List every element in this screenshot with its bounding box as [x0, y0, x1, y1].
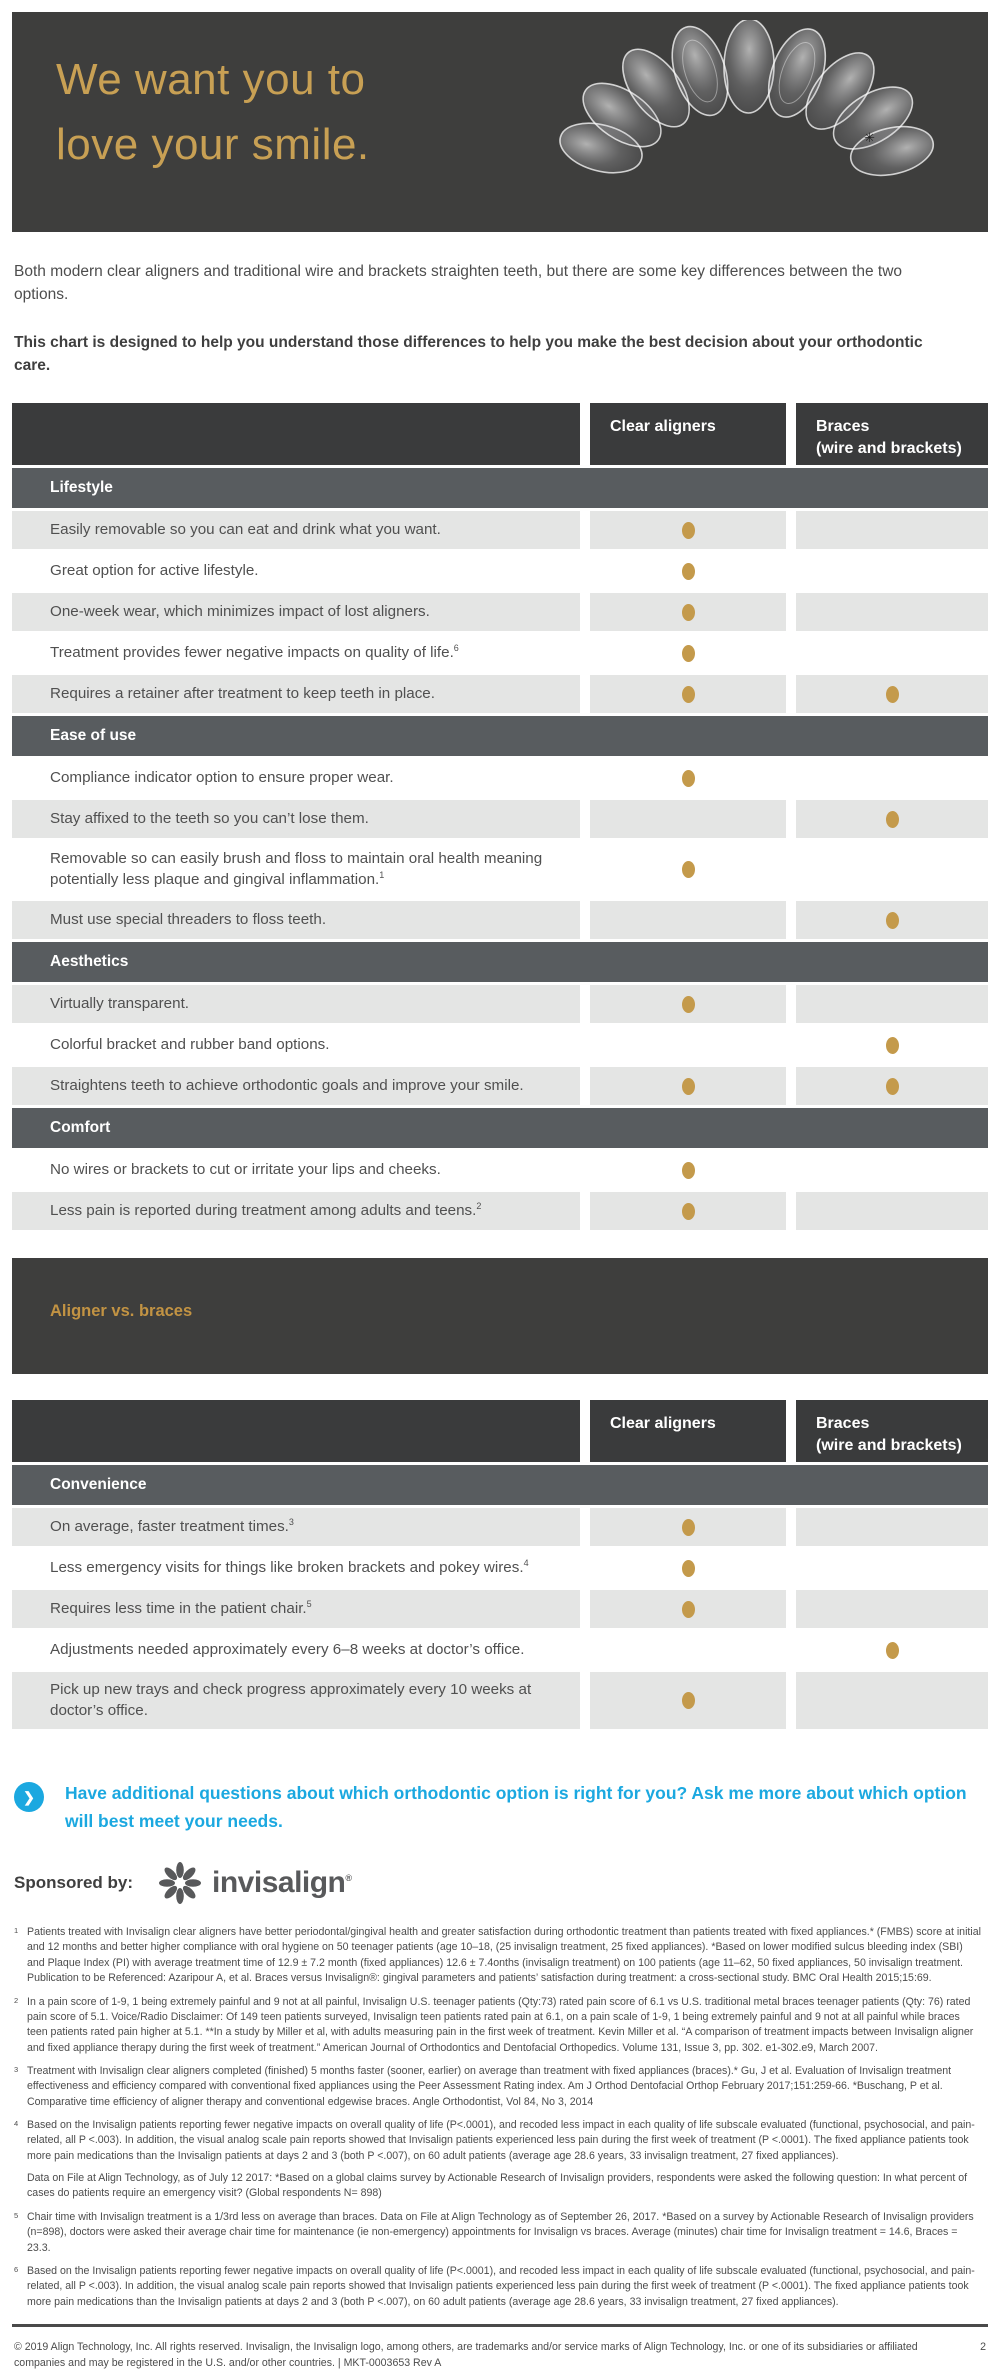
gold-dot — [886, 912, 899, 929]
footnote-number: 1 — [14, 1926, 19, 1936]
footnote-text: Chair time with Invisalign treatment is a 1/3rd less on average than braces. Data on File at Align Technology as of September 26, 2017. *Based on a survey by Actionable Research of Invisalign providers (n=898), doctors were asked their average chair time for maintenance (ie non-emergency) appointments for Invisalign vs braces. Average (minutes) chair time for Invisalign treatment = 14.6, Braces = 23.3. — [27, 2210, 974, 2254]
footnote-number: 2 — [14, 1995, 19, 2005]
questions-callout — [14, 1779, 988, 1835]
chevron-right-icon: ❯ — [14, 1782, 44, 1812]
row-label: One-week wear, which minimizes impact of lost aligners. — [12, 593, 580, 631]
table-row — [12, 759, 988, 797]
row-label: Virtually transparent. — [12, 985, 580, 1023]
gold-dot — [682, 1162, 695, 1179]
gold-dot — [682, 1519, 695, 1536]
table-row — [12, 675, 988, 713]
section-header: Lifestyle — [12, 468, 988, 508]
section-header: Convenience — [12, 1465, 988, 1505]
cell-clear — [590, 552, 786, 590]
footer — [12, 2327, 988, 2369]
cell-clear — [590, 759, 786, 797]
gold-dot — [682, 1692, 695, 1709]
row-label: Great option for active lifestyle. — [12, 552, 580, 590]
column-header-braces: Braces (wire and brackets) — [796, 403, 988, 465]
cell-braces — [796, 1508, 988, 1546]
table-row — [12, 1192, 988, 1230]
table-row — [12, 1508, 988, 1546]
footnote-number: 3 — [14, 2064, 19, 2074]
page-title-line2: love your smile. — [56, 119, 370, 169]
cell-braces — [796, 552, 988, 590]
cell-braces — [796, 1631, 988, 1669]
sponsor-row — [14, 1855, 988, 1911]
gold-dot — [886, 1642, 899, 1659]
cell-braces — [796, 593, 988, 631]
table-row — [12, 1067, 988, 1105]
page-title — [56, 48, 370, 177]
row-label: Treatment provides fewer negative impacts on quality of life.$^6$ — [12, 634, 580, 672]
table-header-row — [12, 1400, 988, 1462]
cell-braces — [796, 634, 988, 672]
callout-text: Have additional questions about which orthodontic option is right for you? Ask me more about which option will best meet your needs. — [65, 1783, 967, 1832]
table-header-row — [12, 403, 988, 465]
copyright-text: © 2019 Align Technology, Inc. All rights reserved. Invisalign, the Invisalign logo, among others, are trademarks and/or service marks of Align Technology, Inc. or one of its subsidiaries or affiliated companies and may be registered in the U.S. and/or other countries. | MKT-0003653 Rev A — [14, 2340, 918, 2369]
sponsored-by-label: Sponsored by: — [14, 1873, 134, 1893]
footnote-text: In a pain score of 1-9, 1 being extremely painful and 9 not at all painful, Invisalign U.S. teenager patients (Qty:73) rated pain score of 6.1 vs U.S. traditional metal braces teenager patients (Qty: 76) rated pain score of 5.1. Voice/Radio Disclaimer: Of 149 teen patients surveyed, Invisalign teen patients rated pain at 6.1, on a pain scale of 1-9, 1 being extremely painful and 9 not at all painful while braces teen patients rated pain higher at 5.1. **In a study by Miller et al, with adults measuring pain in the first week of treatment. Kevin Miller et al. “A comparison of treatment impacts between Invisalign aligner and fixed appliance therapy during the first week of treatment.” American Journal of Orthodontics and Dentofacial Orthopedics. Volume 131, Issue 3, pp. 302. e1-302.e9, March 2007. — [27, 1995, 974, 2054]
row-label: Colorful bracket and rubber band options. — [12, 1026, 580, 1064]
intro-paragraph: Both modern clear aligners and traditional wire and brackets straighten teeth, but there are some key differences between the two options. — [14, 263, 903, 304]
footnote-marker: 4 — [523, 1557, 529, 1568]
table-row — [12, 552, 988, 590]
row-label: On average, faster treatment times.$^3$ — [12, 1508, 580, 1546]
cell-clear — [590, 1549, 786, 1587]
row-label: Requires less time in the patient chair.$^5$ — [12, 1590, 580, 1628]
gold-dot — [682, 1078, 695, 1095]
cell-clear — [590, 985, 786, 1023]
cell-braces — [796, 1067, 988, 1105]
cell-braces — [796, 759, 988, 797]
table-row — [12, 511, 988, 549]
cell-clear — [590, 593, 786, 631]
cell-clear — [590, 675, 786, 713]
gold-dot — [682, 861, 695, 878]
gold-dot — [886, 686, 899, 703]
section-header: Aesthetics — [12, 942, 988, 982]
cell-braces — [796, 800, 988, 838]
footnote — [14, 2064, 982, 2110]
footnote — [14, 1995, 982, 2056]
table-row — [12, 841, 988, 898]
cell-clear — [590, 800, 786, 838]
cell-braces — [796, 901, 988, 939]
gold-dot — [886, 1037, 899, 1054]
footnote-number: 6 — [14, 2264, 19, 2274]
footnote — [14, 2264, 982, 2310]
footnote-text: Patients treated with Invisalign clear aligners have better periodontal/gingival health and greater satisfaction during orthodontic treatment than patients treated with fixed appliances.* (FMBS) score at initial and 12 months and better higher compliance with oral hygiene on 50 teenager patients (age 10–18, (25 invisalign treatment, 25 fixed appliances). *Based on lower modified sulcus bleeding index (SBI) and Plaque Index (PI) with average treatment time of 12.9 ± 7.2 month (fixed appliances) 12.6 ± 7.4onths (invisalign treatment) on 100 patients (age 11–62, 50 fixed appliances, 50 invisalign treatment. Publication to be Referenced: Azaripour A, et al. Braces versus Invisalign®: gingival parameters and patients’ satisfaction during treatment: a cross-sectional study. BMC Oral Health 2015;15:69. — [27, 1926, 981, 1985]
footnote-number: 5 — [14, 2210, 19, 2220]
cell-clear — [590, 1067, 786, 1105]
gold-dot — [886, 1078, 899, 1095]
row-label: Compliance indicator option to ensure proper wear. — [12, 759, 580, 797]
column-header-empty — [12, 403, 580, 465]
footnote — [14, 2210, 982, 2256]
footnote-marker: 3 — [288, 1516, 294, 1527]
cell-braces — [796, 1151, 988, 1189]
cell-clear — [590, 901, 786, 939]
table-row — [12, 593, 988, 631]
row-label: Stay affixed to the teeth so you can’t lose them. — [12, 800, 580, 838]
gold-dot — [682, 1203, 695, 1220]
column-header-clear-aligners: Clear aligners — [590, 403, 786, 465]
cell-clear — [590, 511, 786, 549]
gold-dot — [682, 686, 695, 703]
footnotes — [14, 1925, 982, 2310]
table-row — [12, 1151, 988, 1189]
banner-title: Aligner vs. braces — [50, 1302, 193, 1321]
trademark-symbol: ® — [345, 1873, 352, 1884]
gold-dot — [682, 996, 695, 1013]
cell-braces — [796, 511, 988, 549]
cell-clear — [590, 1151, 786, 1189]
cell-clear — [590, 841, 786, 898]
footnote — [14, 1925, 982, 1986]
cell-braces — [796, 1672, 988, 1729]
clear-aligner-photo — [546, 20, 946, 225]
invisalign-starburst-icon — [157, 1860, 203, 1906]
footnote-marker: 1 — [379, 869, 385, 880]
row-label: Easily removable so you can eat and drink what you want. — [12, 511, 580, 549]
cell-braces — [796, 1026, 988, 1064]
table-row — [12, 1631, 988, 1669]
compliance-indicator-dot: ✳ — [864, 130, 875, 145]
table-row — [12, 1672, 988, 1729]
column-header-clear-aligners: Clear aligners — [590, 1400, 786, 1462]
cell-braces — [796, 1549, 988, 1587]
section-header: Ease of use — [12, 716, 988, 756]
column-header-empty — [12, 1400, 580, 1462]
table-row — [12, 1590, 988, 1628]
gold-dot — [682, 770, 695, 787]
page-number: 2 — [980, 2340, 986, 2353]
row-label: Less pain is reported during treatment among adults and teens.$^2$ — [12, 1192, 580, 1230]
row-label: Adjustments needed approximately every 6–8 weeks at doctor’s office. — [12, 1631, 580, 1669]
gold-dot — [682, 1560, 695, 1577]
intro-bold-paragraph: This chart is designed to help you understand those differences to help you make the best decision about your orthodontic care. — [14, 333, 923, 374]
comparison-table-1 — [12, 403, 988, 1230]
page-title-line1: We want you to — [56, 55, 366, 104]
footnote-text: Treatment with Invisalign clear aligners completed (finished) 5 months faster (sooner, earlier) on average than treatment with fixed appliances (braces).* Gu, J et al. Evaluation of Invisalign treatment effectiveness and efficiency compared with conventional fixed appliances using the Peer Assessment Rating index. Am J Orthod Dentofacial Orthop February 2017;151:259-66. *Buschang, P et al. Comparative time efficiency of aligner therapy and conventional edgewise braces. Angle Orthodontist, Vol 84, No 3, 2014 — [27, 2064, 952, 2108]
footnote-text: Based on the Invisalign patients reporting fewer negative impacts on overall quality of life (P<.0001), and recoded less impact in each quality of life subscale evaluated (functional, psychosocial, and pain-related, all P <.003). In addition, the visual analog scale pain reports showed that Invisalign patients experienced less pain during the first week of treatment (P <.0001). The fixed appliance patients took more pain medications than the Invisalign patients at days 2 and 3 (both P <.007), on 60 adult patients (average age 28.6 years, 33 invisalign treatment, 27 fixed appliances). — [27, 2264, 975, 2308]
row-label: Pick up new trays and check progress approximately every 10 weeks at doctor’s office. — [12, 1672, 580, 1729]
invisalign-logo — [157, 1860, 352, 1906]
table-row — [12, 634, 988, 672]
table-row — [12, 1026, 988, 1064]
row-label: Removable so can easily brush and floss to maintain oral health meaning potentially less plaque and gingival inflammation.$^1$ — [12, 841, 580, 898]
row-label: No wires or brackets to cut or irritate your lips and cheeks. — [12, 1151, 580, 1189]
footnote-text: Based on the Invisalign patients reporting fewer negative impacts on overall quality of life (P<.0001), and recoded less impact in each quality of life subscale evaluated (functional, psychosocial, and pain-related, all P <.003). In addition, the visual analog scale pain reports showed that Invisalign patients experienced less pain during the first week of treatment (P <.0001). The fixed appliance patients took more pain medications than the Invisalign patients at days 2 and 3 (both P <.007), on 60 adult patients (average age 28.6 years, 33 invisalign treatment, 27 fixed appliances). Data on File at Align Technology, as of July 12 2017: *Based on a global claims survey by Actionable Research of Invisalign providers, respondents were asked the following question: In what percent of cases do patients require an emergency visit? (Global respondents N= 898) — [27, 2119, 975, 2200]
row-label: Less emergency visits for things like broken brackets and pokey wires.$^4$ — [12, 1549, 580, 1587]
cell-braces — [796, 1590, 988, 1628]
cell-braces — [796, 985, 988, 1023]
table-row — [12, 1549, 988, 1587]
footnote-marker: 6 — [453, 642, 459, 653]
cell-braces — [796, 841, 988, 898]
gold-dot — [682, 645, 695, 662]
footnote — [14, 2118, 982, 2202]
column-header-braces: Braces (wire and brackets) — [796, 1400, 988, 1462]
footnote-number: 4 — [14, 2119, 19, 2129]
gold-dot — [682, 522, 695, 539]
section-header: Comfort — [12, 1108, 988, 1148]
cell-braces — [796, 1192, 988, 1230]
cell-braces — [796, 675, 988, 713]
table-row — [12, 901, 988, 939]
table-row — [12, 800, 988, 838]
cell-clear — [590, 1508, 786, 1546]
cell-clear — [590, 634, 786, 672]
table-row — [12, 985, 988, 1023]
hero-banner — [12, 12, 988, 232]
gold-dot — [682, 1601, 695, 1618]
row-label: Straightens teeth to achieve orthodontic goals and improve your smile. — [12, 1067, 580, 1105]
cell-clear — [590, 1631, 786, 1669]
gold-dot — [682, 563, 695, 580]
gold-dot — [682, 604, 695, 621]
cell-clear — [590, 1590, 786, 1628]
footnote-marker: 5 — [306, 1598, 312, 1609]
cell-clear — [590, 1192, 786, 1230]
gold-dot — [886, 811, 899, 828]
row-label: Must use special threaders to floss teeth. — [12, 901, 580, 939]
aligner-vs-braces-banner — [12, 1258, 988, 1374]
comparison-table-2 — [12, 1400, 988, 1729]
row-label: Requires a retainer after treatment to keep teeth in place. — [12, 675, 580, 713]
invisalign-wordmark: invisalign® — [212, 1866, 352, 1900]
footnote-marker: 2 — [476, 1200, 482, 1211]
cell-clear — [590, 1026, 786, 1064]
cell-clear — [590, 1672, 786, 1729]
